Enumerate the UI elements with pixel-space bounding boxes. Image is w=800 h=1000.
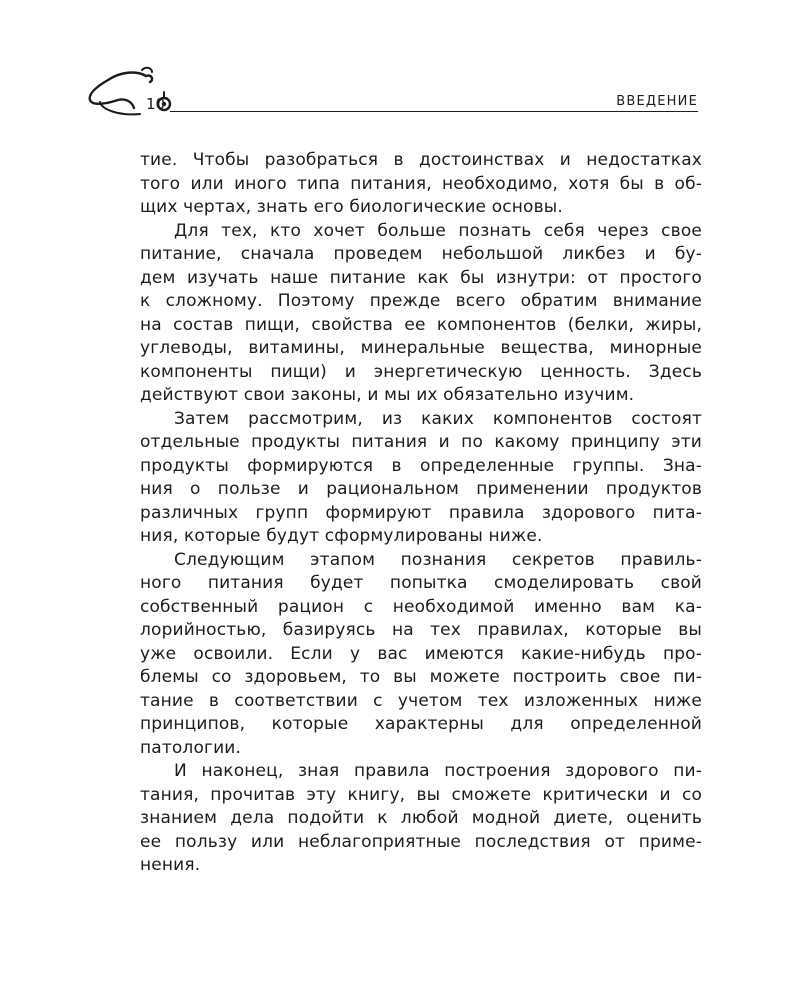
- text-line: уже освоили. Если у вас имеются какие-нибудь про-: [140, 643, 702, 664]
- section-title: ВВЕДЕНИЕ: [616, 94, 698, 109]
- text-line: дем изучать наше питание как бы изнутри: от простого: [140, 267, 702, 288]
- text-line: блемы со здоровьем, то вы можете построить свое пи-: [140, 667, 702, 687]
- text-line: углеводы, витамины, минеральные вещества, минорные: [140, 338, 702, 358]
- text-line: тие. Чтобы разобраться в достоинствах и недостатках: [140, 150, 702, 170]
- text-line: тания, прочитав эту книгу, вы сможете критически и со: [140, 784, 702, 805]
- text-line: компоненты пищи) и энергетическую ценность. Здесь: [140, 361, 702, 382]
- text-line: патологии.: [140, 737, 242, 758]
- body-text: [140, 149, 702, 878]
- text-line: щих чертах, знать его биологические основы.: [140, 197, 563, 217]
- text-line: на состав пищи, свойства ее компонентов (белки, жиры,: [140, 314, 702, 335]
- text-line: принципов, которые характерны для определенной: [140, 714, 702, 734]
- text-line: знанием дела подойти к любой модной диете, оценить: [140, 808, 702, 828]
- header-rule: [170, 111, 698, 112]
- text-line: ного питания будет попытка смоделировать свой: [140, 573, 702, 593]
- text-line: тание в соответствии с учетом тех изложенных ниже: [140, 690, 702, 711]
- text-line: различных групп формируют правила здорового пита-: [140, 502, 702, 523]
- text-line: отдельные продукты питания и по какому принципу эти: [140, 432, 702, 452]
- text-line: собственный рацион с необходимой именно вам ка-: [140, 596, 702, 617]
- text-line: того или иного типа питания, необходимо, хотя бы в об-: [140, 173, 702, 194]
- text-line: нения.: [140, 855, 201, 875]
- text-line: Для тех, кто хочет больше познать себя через свое: [174, 220, 702, 241]
- text-line: к сложному. Поэтому прежде всего обратим внимание: [140, 291, 702, 311]
- text-line: лорийностью, базируясь на тех правилах, которые вы: [140, 620, 702, 640]
- page-header: [0, 0, 800, 130]
- text-line: действуют свои законы, и мы их обязательно изучим.: [140, 385, 635, 405]
- page-number: 10: [146, 95, 166, 113]
- text-line: ния, которые будут сформулированы ниже.: [140, 526, 543, 546]
- text-line: питание, сначала проведем небольшой ликбез и бу-: [140, 244, 702, 264]
- text-line: ее пользу или неблагоприятные последствия от приме-: [140, 831, 702, 852]
- text-line: Затем рассмотрим, из каких компонентов состоят: [174, 408, 702, 429]
- stethoscope-icon: [80, 62, 190, 128]
- text-line: ния о пользе и рациональном применении продуктов: [140, 479, 702, 499]
- text-line: Следующим этапом познания секретов правиль-: [174, 549, 702, 570]
- text-line: И наконец, зная правила построения здорового пи-: [174, 761, 702, 781]
- text-line: продукты формируются в определенные группы. Зна-: [140, 455, 702, 476]
